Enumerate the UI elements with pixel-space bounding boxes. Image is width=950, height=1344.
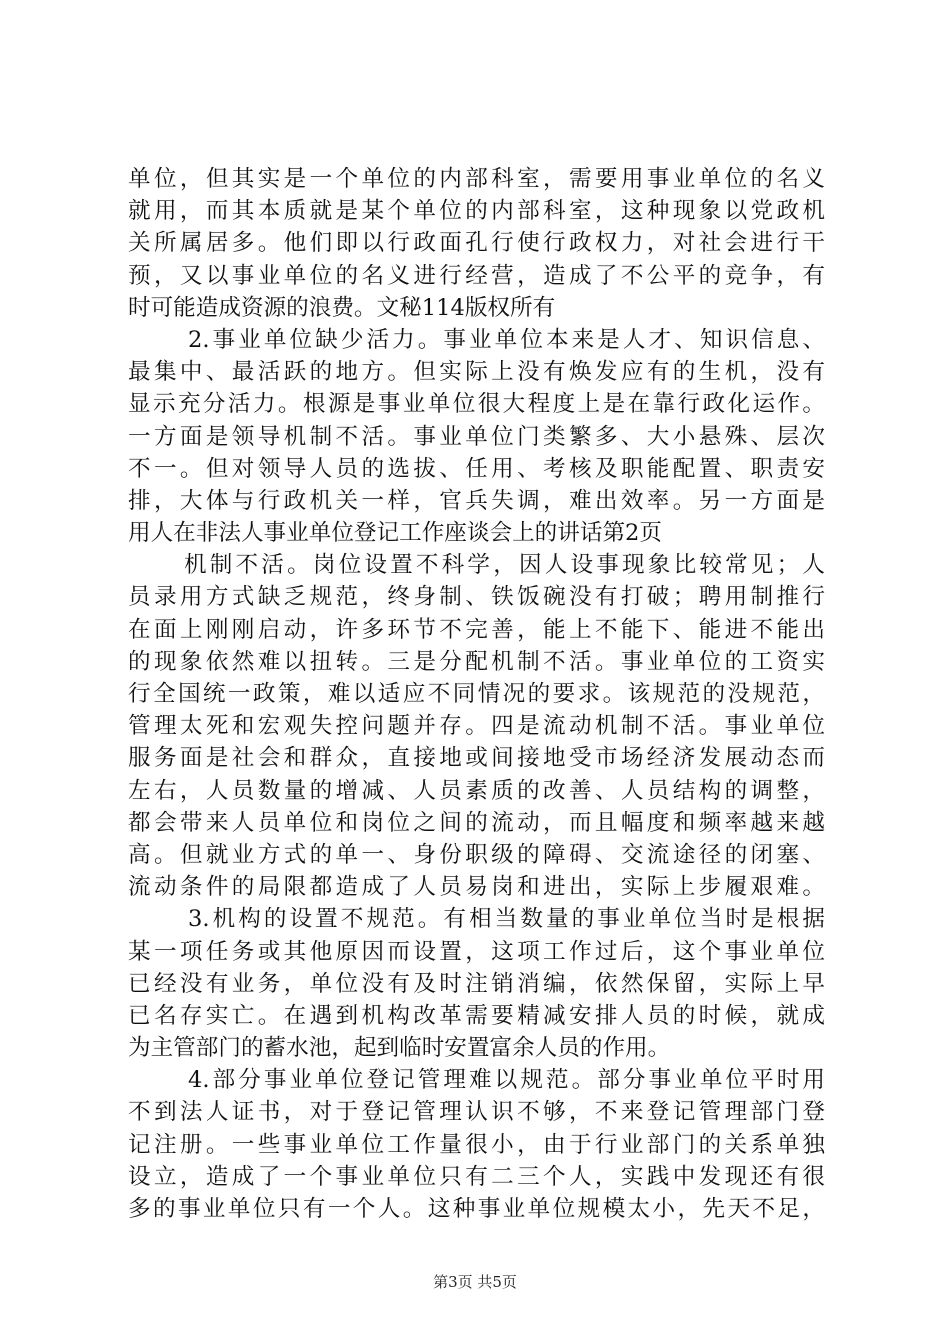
page-number-footer: 第3页 共5页 [433,1273,517,1291]
text-line: 已经没有业务，单位没有及时注销消编，依然保留，实际上早 [128,970,825,997]
text-line: 的现象依然难以扭转。三是分配机制不活。事业单位的工资实 [128,648,825,675]
text-line: 不到法人证书，对于登记管理认识不够，不来登记管理部门登 [128,1099,825,1126]
text-line: 预，又以事业单位的名义进行经营，造成了不公平的竞争，有 [128,262,825,289]
text-line: 记注册。一些事业单位工作量很小，由于行业部门的关系单独 [128,1131,825,1158]
text-line: 不一。但对领导人员的选拔、任用、考核及职能配置、职责安 [128,455,825,482]
text-line: 用人在非法人事业单位登记工作座谈会上的讲话第2页 [128,520,663,547]
text-line: 就用，而其本质就是某个单位的内部科室，这种现象以党政机 [128,198,825,225]
text-line: 员录用方式缺乏规范，终身制、铁饭碗没有打破；聘用制推行 [128,584,825,611]
text-line: 流动条件的局限都造成了人员易岗和进出，实际上步履艰难。 [128,874,825,901]
text-line: 时可能造成资源的浪费。文秘114版权所有 [128,294,556,321]
text-line: 都会带来人员单位和岗位之间的流动，而且幅度和频率越来越 [128,809,825,836]
text-line: 设立，造成了一个事业单位只有二三个人，实践中发现还有很 [128,1163,825,1190]
text-line: 关所属居多。他们即以行政面孔行使行政权力，对社会进行干 [128,230,825,257]
paragraph-start-line: 2.事业单位缺少活力。事业单位本来是人才、知识信息、 [188,326,825,353]
document-body [128,163,825,1225]
text-line: 某一项任务或其他原因而设置，这项工作过后，这个事业单位 [128,938,825,965]
text-line: 管理太死和宏观失控问题并存。四是流动机制不活。事业单位 [128,713,825,740]
text-line: 已名存实亡。在遇到机构改革需要精减安排人员的时候，就成 [128,1002,825,1029]
text-line: 显示充分活力。根源是事业单位很大程度上是在靠行政化运作。 [128,391,825,418]
text-line: 一方面是领导机制不活。事业单位门类繁多、大小悬殊、层次 [128,423,825,450]
paragraph-start-line: 机制不活。岗位设置不科学，因人设事现象比较常见；人 [184,552,825,579]
text-line: 最集中、最活跃的地方。但实际上没有焕发应有的生机，没有 [128,359,825,386]
text-line: 为主管部门的蓄水池，起到临时安置富余人员的作用。 [128,1035,671,1062]
text-line: 高。但就业方式的单一、身份职级的障碍、交流途径的闭塞、 [128,841,825,868]
text-line: 行全国统一政策，难以适应不同情况的要求。该规范的没规范， [128,681,825,707]
text-line: 排，大体与行政机关一样，官兵失调，难出效率。另一方面是 [128,487,825,514]
text-line: 单位，但其实是一个单位的内部科室，需要用事业单位的名义 [128,166,825,192]
text-line: 在面上刚刚启动，许多环节不完善，能上不能下、能进不能出 [128,616,825,643]
text-line: 左右，人员数量的增减、人员素质的改善、人员结构的调整， [128,777,825,804]
paragraph-start-line: 4.部分事业单位登记管理难以规范。部分事业单位平时用 [188,1067,825,1094]
text-line: 多的事业单位只有一个人。这种事业单位规模太小，先天不足， [128,1196,825,1222]
paragraph-start-line: 3.机构的设置不规范。有相当数量的事业单位当时是根据 [188,906,825,933]
text-line: 服务面是社会和群众，直接地或间接地受市场经济发展动态而 [128,745,825,772]
